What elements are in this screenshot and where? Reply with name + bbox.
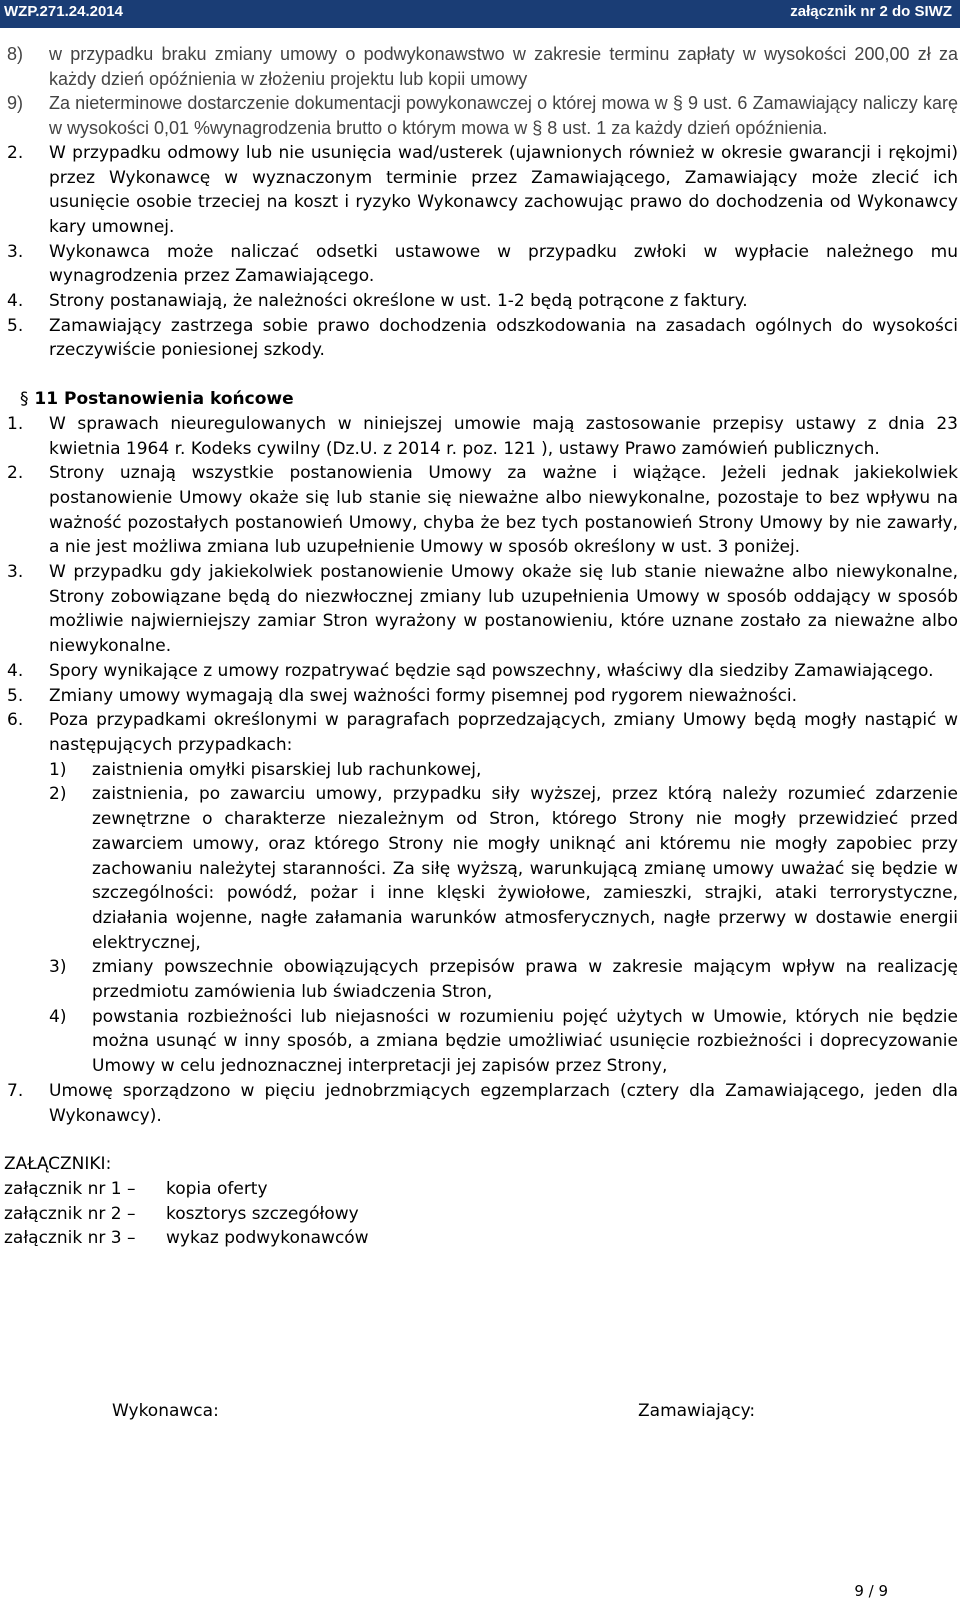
list-item [0,91,960,140]
list-text: w przypadku braku zmiany umowy o podwykonawstwo w zakresie terminu zapłaty w wysokości 200,00 zł za każdy dzień opóźnienia w złożeniu projektu lub kopii umowy [49,44,958,89]
list-text: W sprawach nieuregulowanych w niniejszej umowie mają zastosowanie przepisy ustawy z dnia 23 kwietnia 1964 r. Kodeks cywilny (Dz.U. z 2014 r. poz. 121 ), ustawy Prawo zamówień publicznych. [49,413,958,459]
list-number: 2. [7,142,24,163]
attachment-value: kopia oferty [166,1178,268,1199]
client-signature: Zamawiający: [638,1401,756,1421]
page-header [0,0,960,28]
list-number: 9) [7,93,24,114]
list-number: 7. [7,1080,24,1101]
list-number: 3. [7,562,24,583]
sub-list-number: 4) [49,1006,67,1027]
sub-list-item [0,758,960,783]
attachment-value: wykaz podwykonawców [166,1228,369,1249]
list-number: 1. [7,413,24,434]
attachment-item [4,1226,960,1251]
list-text: Poza przypadkami określonymi w paragrafach poprzedzających, zmiany Umowy będą mogły nastąpić w następujących przypadkach: [49,710,958,755]
list-number: 6. [7,710,24,731]
list-text: Wykonawca może naliczać odsetki ustawowe w przypadku zwłoki w wypłacie należnego mu wynagrodzenia przez Zamawiającego. [49,241,958,287]
list-item [0,314,960,363]
sub-list-item [0,1005,960,1079]
attachments-title: ZAŁĄCZNIKI: [4,1154,112,1175]
attachment-value: kosztorys szczegółowy [166,1203,359,1224]
list-number: 4. [7,660,24,681]
list-item [0,412,960,461]
sub-list-item [0,782,960,955]
attachments-list [0,1152,960,1251]
sub-list-text: powstania rozbieżności lub niejasności w rozumieniu pojęć użytych w Umowie, których nie będzie można usunąć w inny sposób, a zmiana będzie umożliwiać usunięcie rozbieżności i doprecyzowanie Umowy w celu jednoznacznej interpretacji jej zapisów przez Strony, [92,1006,958,1077]
list-text: Strony uznają wszystkie postanowienia Umowy za ważne i wiążące. Jeżeli jednak jakiekolwiek postanowienie Umowy okaże się lub stanie się nieważne albo niewykonalne, pozostaje to bez wpływu na ważność pozostałych postanowień Umowy, chyba że bez tych postanowień Strony Umowy by nie zawarły, a nie jest możliwa zmiana lub uzupełnienie Umowy w sposób określony w ust. 3 poniżej. [49,463,958,558]
document-reference: WZP.271.24.2014 [4,3,123,20]
list-number: 8) [7,44,24,64]
sub-list-text: zmiany powszechnie obowiązujących przepisów prawa w zakresie mającym wpływ na realizację przedmiotu zamówienia lub świadczenia Stron, [92,957,958,1003]
sub-list-item [0,955,960,1004]
list-item [0,684,960,709]
attachment-label: załącznik nr 2 – [4,1203,136,1224]
list-text: Za nieterminowe dostarczenie dokumentacji powykonawczej o której mowa w § 9 ust. 6 Zamawiający naliczy karę w wysokości 0,01 %wynagrodzenia brutto o którym mowa w § 8 ust. 1 za każdy dzień opóźnienia. [49,93,958,139]
document-body [0,42,960,1251]
section-title: 11 Postanowienia końcowe [34,389,294,410]
list-text: Spory wynikające z umowy rozpatrywać będzie sąd powszechny, właściwy dla siedziby Zamawiającego. [49,660,934,681]
list-item [0,708,960,757]
contractor-signature: Wykonawca: [112,1401,219,1421]
list-item [0,1079,960,1128]
list-item [0,42,960,91]
sub-list-number: 2) [49,784,67,805]
list-item [0,560,960,659]
attachment-item [4,1202,960,1227]
list-text: Zmiany umowy wymagają dla swej ważności formy pisemnej pod rygorem nieważności. [49,685,798,706]
sub-list-text: zaistnienia omyłki pisarskiej lub rachunkowej, [92,759,482,780]
section-symbol: § [20,389,29,410]
sub-list-number: 1) [49,759,67,780]
section-heading [0,387,960,412]
list-number: 2. [7,463,24,484]
list-item [0,141,960,240]
list-item [0,240,960,289]
page-number: 9 / 9 [854,1582,888,1600]
list-text: Strony postanawiają, że należności określone w ust. 1-2 będą potrącone z faktury. [49,291,748,312]
list-text: W przypadku odmowy lub nie usunięcia wad/usterek (ujawnionych również w okresie gwarancji i rękojmi) przez Wykonawcę w wyznaczonym terminie przez Zamawiającego, Zamawiający może zlecić ich usunięcie osobie trzeciej na koszt i ryzyko Wykonawcy zachowując prawo do dochodzenia od Wykonawcy kary umownej. [49,142,958,237]
list-text: W przypadku gdy jakiekolwiek postanowienie Umowy okaże się lub stanie nieważne albo niewykonalne, Strony zobowiązane będą do niezwłocznej zmiany lub uzupełnienia Umowy w sposób oddający w sposób możliwie najwierniejszy zamiar Stron wyrażony w postanowieniu, które uznane zostało za nieważne albo niewykonalne. [49,562,958,657]
attachment-item [4,1177,960,1202]
sub-list-number: 3) [49,957,67,978]
attachment-label: załącznik nr 1 – [4,1178,136,1199]
list-item [0,659,960,684]
list-text: Zamawiający zastrzega sobie prawo dochodzenia odszkodowania na zasadach ogólnych do wysokości rzeczywiście poniesionej szkody. [49,315,958,361]
sub-list-text: zaistnienia, po zawarciu umowy, przypadku siły wyższej, przez którą należy rozumieć zdarzenie zewnętrzne o charakterze niezależnym od Stron, którego Strony nie mogły przewidzieć przed zawarciem umowy, oraz którego Strony nie mogły uniknąć ani któremu nie mogły zapobiec przy zachowaniu należytej staranności. Za siłę wyższą, warunkującą zmianę umowy uważać się będzie w szczególności: powódź, pożar i inne klęski żywiołowe, zamieszki, strajki, ataki terrorystyczne, działania wojenne, nagłe załamania warunków atmosferycznych, nagłe przerwy w dostawie energii elektrycznej, [92,784,958,953]
attachment-label: załącznik nr 3 – [4,1228,136,1249]
list-number: 5. [7,315,24,336]
list-item [0,461,960,560]
list-number: 4. [7,291,24,312]
list-number: 5. [7,685,24,706]
list-item [0,289,960,314]
list-text: Umowę sporządzono w pięciu jednobrzmiących egzemplarzach (cztery dla Zamawiającego, jeden dla Wykonawcy). [49,1080,958,1126]
attachment-label: załącznik nr 2 do SIWZ [790,3,952,20]
list-number: 3. [7,241,24,262]
